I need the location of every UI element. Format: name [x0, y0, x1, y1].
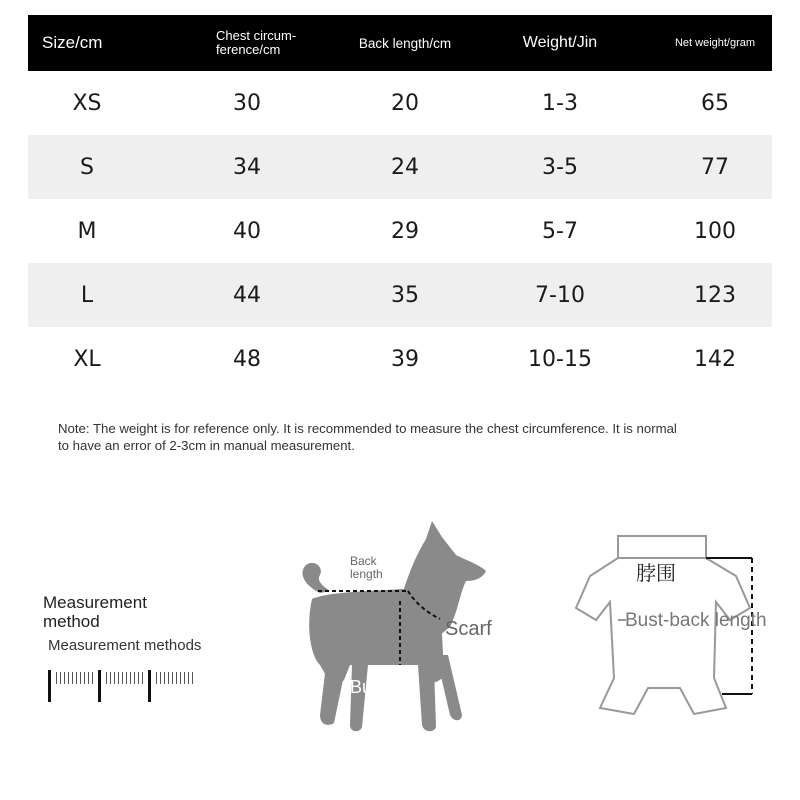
cell-weight: 5-7: [542, 218, 578, 244]
cell-chest: 34: [233, 154, 261, 180]
cell-net-weight: 123: [694, 282, 736, 308]
note-line1: Note: The weight is for reference only. It is recommended to measure the chest circumference. It is normal: [58, 421, 677, 436]
cell-size: S: [80, 154, 94, 180]
back-length-label-line2: length: [350, 567, 383, 581]
measurement-note: [58, 420, 758, 454]
bust-label: Bust: [350, 677, 387, 697]
header-size: Size/cm: [42, 33, 103, 52]
header-chest-line1: Chest circum-: [216, 28, 297, 43]
cell-net-weight: 77: [701, 154, 729, 180]
table-row: [28, 199, 772, 263]
header-net-weight: Net weight/gram: [674, 37, 756, 49]
size-table: [28, 15, 772, 391]
scarf-label: Scarf: [445, 618, 492, 640]
cell-back-length: 39: [391, 346, 419, 372]
measurement-title-line2: method: [43, 612, 100, 631]
header-chest: [146, 29, 348, 57]
cell-weight: 7-10: [535, 282, 585, 308]
measurement-title-line1: Measurement: [43, 593, 147, 612]
header-back-length: Back length/cm: [358, 35, 452, 51]
cell-back-length: 20: [391, 90, 419, 116]
cell-back-length: 24: [391, 154, 419, 180]
back-length-label-line1: Back: [350, 554, 377, 568]
cell-weight: 3-5: [542, 154, 578, 180]
ruler-icon: [46, 666, 206, 706]
cell-size: M: [77, 218, 97, 244]
table-row: [28, 327, 772, 391]
cell-chest: 44: [233, 282, 261, 308]
dog-measurement-diagram: [290, 515, 500, 740]
header-chest-line2: ference/cm: [216, 42, 281, 57]
table-row: [28, 263, 772, 327]
note-line2: to have an error of 2-3cm in manual measurement.: [58, 438, 355, 453]
table-header: [28, 15, 772, 71]
cell-back-length: 29: [391, 218, 419, 244]
bust-back-length-label: Bust-back length: [625, 610, 767, 631]
header-weight: Weight/Jin: [522, 34, 598, 51]
cell-size: L: [80, 282, 94, 308]
cell-net-weight: 142: [694, 346, 736, 372]
cell-back-length: 35: [391, 282, 419, 308]
cell-weight: 10-15: [528, 346, 592, 372]
cell-net-weight: 65: [701, 90, 729, 116]
table-row: [28, 135, 772, 199]
measurement-method-title: [43, 593, 147, 631]
collar-label: 脖围: [636, 563, 676, 585]
cell-chest: 40: [233, 218, 261, 244]
garment-measurement-diagram: [570, 528, 780, 738]
cell-weight: 1-3: [542, 90, 578, 116]
cell-chest: 30: [233, 90, 261, 116]
cell-size: XL: [73, 346, 101, 372]
cell-chest: 48: [233, 346, 261, 372]
measurement-methods-subtitle: Measurement methods: [48, 637, 202, 654]
cell-size: XS: [72, 90, 102, 116]
cell-net-weight: 100: [694, 218, 736, 244]
table-row: [28, 71, 772, 135]
